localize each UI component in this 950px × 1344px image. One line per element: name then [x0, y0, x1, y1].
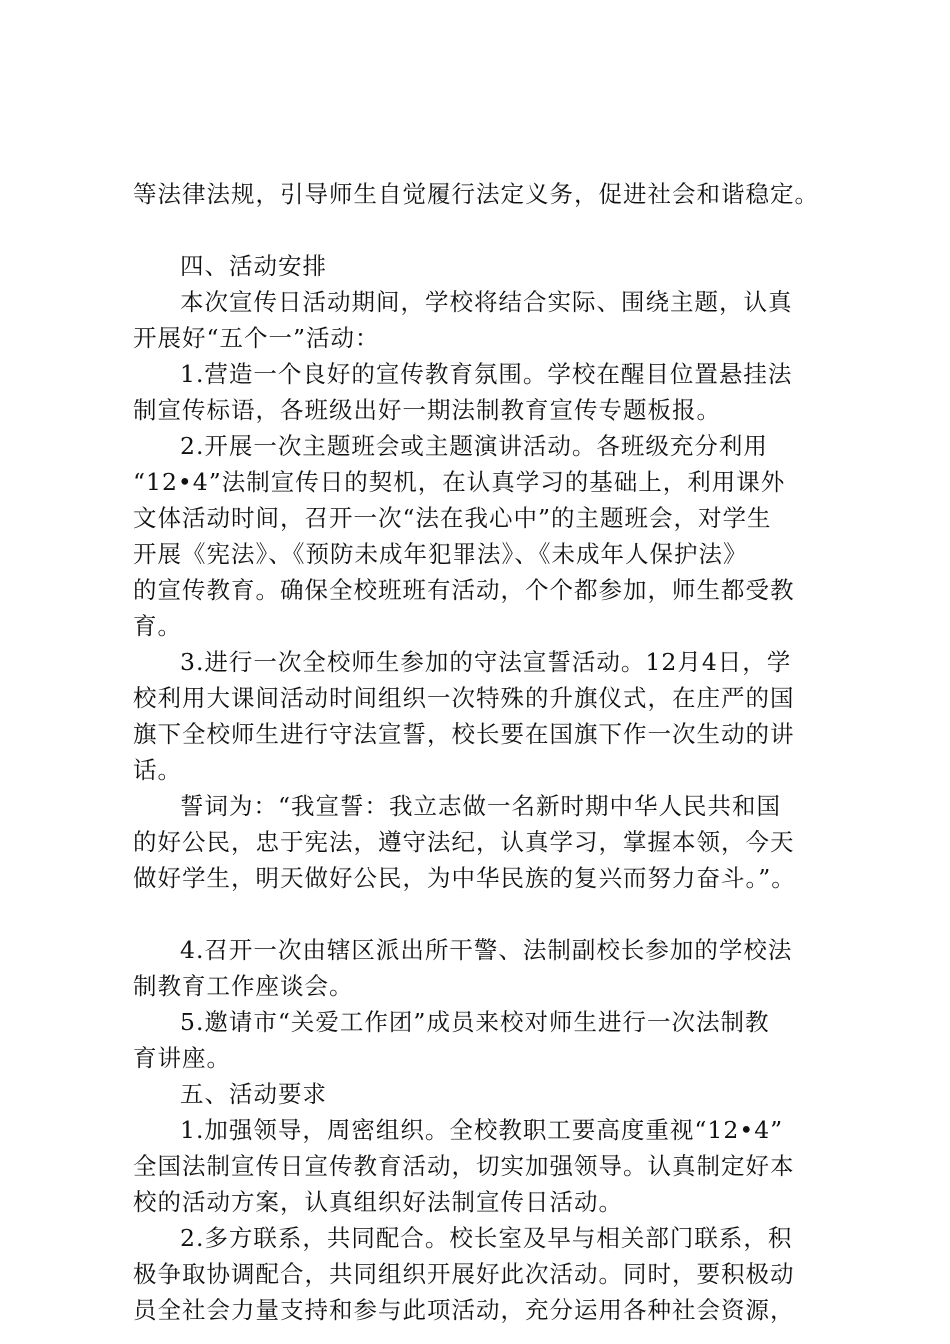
paragraph-line: 5.邀请市“关爱工作团”成员来校对师生进行一次法制教 [180, 1008, 770, 1036]
paragraph-line: 文体活动时间，召开一次“法在我心中”的主题班会，对学生 [133, 504, 772, 532]
paragraph-line: 极争取协调配合，共同组织开展好此次活动。同时，要积极动 [133, 1260, 795, 1288]
paragraph-line: 校的活动方案，认真组织好法制宣传日活动。 [133, 1188, 623, 1216]
paragraph-line: 育讲座。 [133, 1044, 231, 1072]
paragraph-line: 2.多方联系，共同配合。校长室及早与相关部门联系，积 [180, 1224, 793, 1252]
paragraph-line: 3.进行一次全校师生参加的守法宣誓活动。12月4日，学 [180, 648, 792, 676]
paragraph-line: “12•4”法制宣传日的契机，在认真学习的基础上，利用课外 [133, 468, 786, 496]
paragraph-line: 制宣传标语，各班级出好一期法制教育宣传专题板报。 [133, 396, 721, 424]
paragraph-line: 的宣传教育。确保全校班班有活动，个个都参加，师生都受教 [133, 576, 795, 604]
paragraph-line: 旗下全校师生进行守法宣誓，校长要在国旗下作一次生动的讲 [133, 720, 795, 748]
paragraph-line: 校利用大课间活动时间组织一次特殊的升旗仪式，在庄严的国 [133, 684, 795, 712]
paragraph-line: 制教育工作座谈会。 [133, 972, 354, 1000]
paragraph-line: 誓词为：“我宣誓：我立志做一名新时期中华人民共和国 [180, 792, 782, 820]
paragraph-line: 本次宣传日活动期间，学校将结合实际、围绕主题，认真 [180, 288, 793, 316]
paragraph-line: 4.召开一次由辖区派出所干警、法制副校长参加的学校法 [180, 936, 793, 964]
paragraph-line: 育。 [133, 612, 182, 640]
paragraph-line: 全国法制宣传日宣传教育活动，切实加强领导。认真制定好本 [133, 1152, 795, 1180]
paragraph-line: 的好公民，忠于宪法，遵守法纪，认真学习，掌握本领，今天 [133, 828, 795, 856]
section-heading: 四、活动安排 [180, 252, 327, 280]
paragraph-line: 开展《宪法》、《预防未成年犯罪法》、《未成年人保护法》 [133, 540, 748, 568]
paragraph-line: 话。 [133, 756, 182, 784]
paragraph-line: 2.开展一次主题班会或主题演讲活动。各班级充分利用 [180, 432, 768, 460]
paragraph-line: 做好学生，明天做好公民，为中华民族的复兴而努力奋斗。”。 [133, 864, 796, 892]
paragraph-line: 等法律法规，引导师生自觉履行法定义务，促进社会和谐稳定。 [133, 180, 819, 208]
paragraph-line: 开展好“五个一”活动： [133, 324, 380, 352]
section-heading: 五、活动要求 [180, 1080, 327, 1108]
paragraph-line: 1.加强领导，周密组织。全校教职工要高度重视“12•4” [180, 1116, 784, 1144]
paragraph-line: 1.营造一个良好的宣传教育氛围。学校在醒目位置悬挂法 [180, 360, 793, 388]
paragraph-line: 员全社会力量支持和参与此项活动，充分运用各种社会资源， [133, 1296, 795, 1324]
